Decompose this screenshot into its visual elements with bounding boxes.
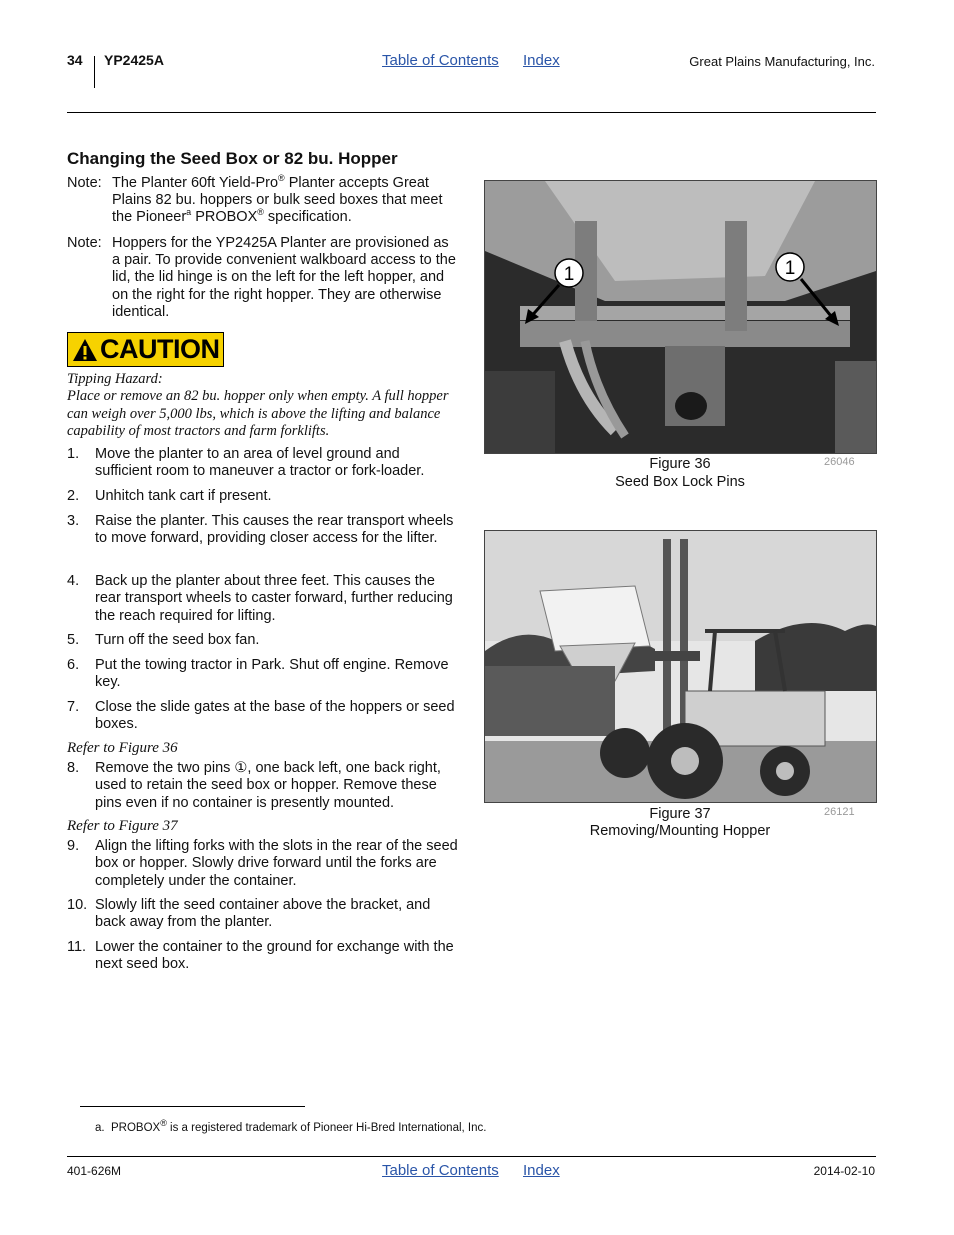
- footer-toc-link[interactable]: Table of Contents: [382, 1162, 499, 1179]
- figure-36-image: [484, 180, 877, 454]
- header-toc-link[interactable]: Table of Contents: [382, 52, 499, 69]
- figure-37-number: 26121: [824, 806, 855, 818]
- figure-36-caption: Seed Box Lock Pins: [615, 474, 745, 490]
- footnote-rule: [80, 1106, 305, 1107]
- list-item: 11. Lower the container to the ground for exchange with the next seed box.: [67, 939, 454, 973]
- header-separator: [94, 56, 95, 88]
- list-item: 9. Align the lifting forks with the slots in the rear of the seed box or hopper. Slowly drive forward until the forks are completely under the container.: [67, 838, 458, 889]
- seed-box-lock-pins-photo: [485, 181, 876, 453]
- figure-ref-36[interactable]: Refer to Figure 36: [67, 740, 178, 756]
- hazard-title: Tipping Hazard:: [67, 371, 163, 387]
- section-title: Changing the Seed Box or 82 bu. Hopper: [67, 149, 398, 168]
- callout-1-right: 1: [784, 258, 796, 279]
- list-item: 10. Slowly lift the seed container above the bracket, and back away from the planter.: [67, 897, 431, 931]
- figure-36-number: 26046: [824, 456, 855, 468]
- note-planter-compat: Note: The Planter 60ft Yield-Pro® Planter accepts Great Plains 82 bu. hoppers or bulk seed boxes that meet the Pioneer$^a$ PROBOX® specification.: [67, 173, 443, 226]
- caution-banner: [67, 332, 224, 367]
- figure-36-label: Figure 36: [649, 456, 711, 472]
- figure-37-label: Figure 37: [649, 806, 711, 822]
- publish-date: 2014-02-10: [813, 1164, 875, 1178]
- page-number: 34: [67, 52, 83, 68]
- list-item: 2. Unhitch tank cart if present.: [67, 488, 272, 504]
- figure-37-image: [484, 530, 877, 803]
- figure-37-caption: Removing/Mounting Hopper: [589, 823, 771, 839]
- list-item: 7. Close the slide gates at the base of the hoppers or seed boxes.: [67, 699, 455, 733]
- callout-1-left: 1: [563, 264, 575, 285]
- footer-rule: [67, 1156, 876, 1157]
- forklift-hopper-photo: [485, 531, 876, 802]
- caution-word: CAUTION: [100, 334, 220, 364]
- list-item: 8. Remove the two pins ①, one back left, one back right, used to retain the seed box or hopper. Remove these pins even if no container is presently mounted.: [67, 760, 441, 811]
- note-label: Note:: [67, 235, 102, 251]
- note-hopper-pair: Note: Hoppers for the YP2425A Planter are provisioned as a pair. To provide convenient walkboard access to the lid, the lid hinge is on the left for the left hopper, and on the right for the right hopper. They are otherwise identical.: [67, 235, 456, 320]
- header-index-link[interactable]: Index: [523, 52, 560, 69]
- note-label: Note:: [67, 175, 102, 191]
- list-item: 5. Turn off the seed box fan.: [67, 632, 260, 648]
- part-number: 401-626M: [67, 1164, 122, 1178]
- document-id: YP2425A: [104, 52, 164, 68]
- list-item: 6. Put the towing tractor in Park. Shut off engine. Remove key.: [67, 657, 449, 691]
- hazard-text: Place or remove an 82 bu. hopper only when empty. A full hopper can weigh over 5,000 lbs, which is above the lifting and balance capability of most tractors and farm forklifts.: [67, 388, 449, 439]
- footer-index-link[interactable]: Index: [523, 1162, 560, 1179]
- footnote-ref[interactable]: a: [186, 207, 192, 218]
- list-item: 4. Back up the planter about three feet. This causes the rear transport wheels to caster forward, further reducing the reach required for lifting.: [67, 573, 453, 624]
- warning-triangle-icon: [72, 337, 98, 363]
- company-name: Great Plains Manufacturing, Inc.: [689, 54, 875, 69]
- list-item: 1. Move the planter to an area of level ground and sufficient room to maneuver a tractor or fork-loader.: [67, 446, 425, 480]
- footnote: a. PROBOX® is a registered trademark of Pioneer Hi-Bred International, Inc.: [95, 1118, 487, 1134]
- list-item: 3. Raise the planter. This causes the rear transport wheels to move forward, providing closer access for the lifter.: [67, 513, 454, 547]
- figure-ref-37[interactable]: Refer to Figure 37: [67, 818, 178, 834]
- header-rule: [67, 112, 876, 113]
